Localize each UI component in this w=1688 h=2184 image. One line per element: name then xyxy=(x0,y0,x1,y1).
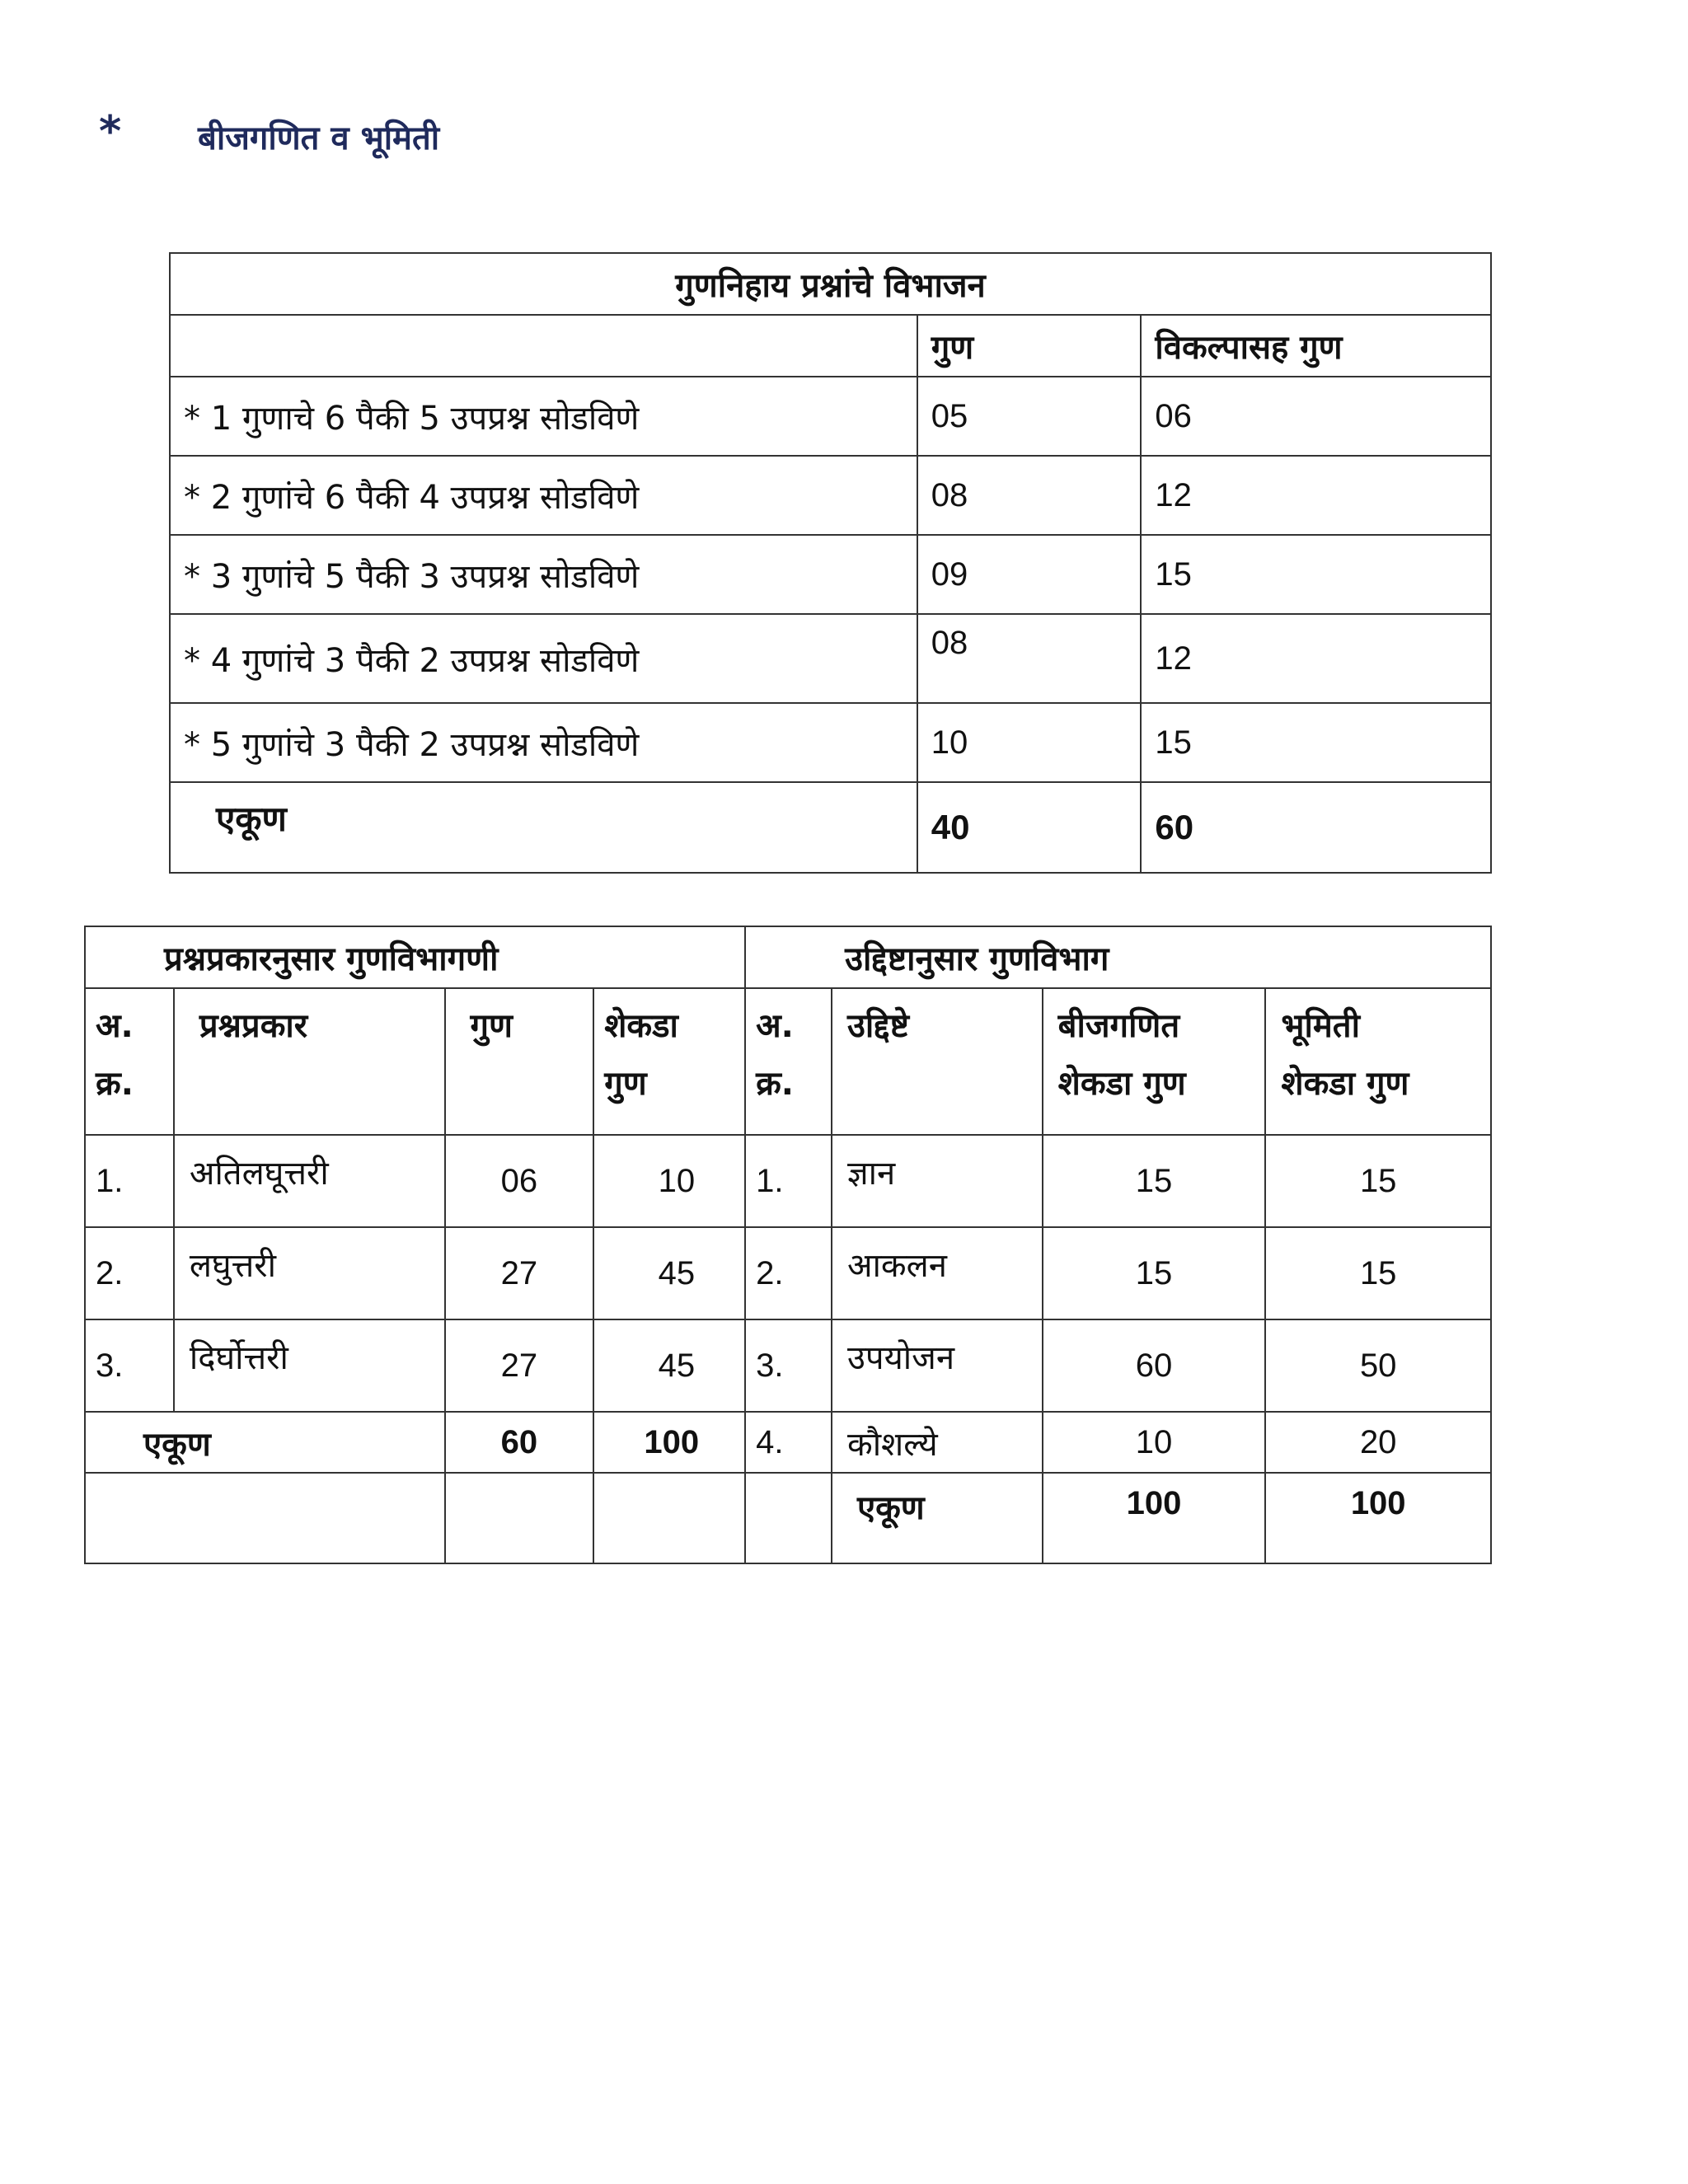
row-percent: 45 xyxy=(593,1319,745,1412)
total-marks: 40 xyxy=(917,782,1142,873)
row-algebra: 15 xyxy=(1043,1135,1266,1227)
left-total-label: एकूण xyxy=(85,1412,445,1473)
row-algebra: 10 xyxy=(1043,1412,1266,1473)
row-label: * 5 गुणांचे 3 पैकी 2 उपप्रश्न सोडविणे xyxy=(170,703,917,782)
row-algebra: 60 xyxy=(1043,1319,1266,1412)
header-serial-line2: क्र. xyxy=(96,1065,134,1103)
row-objective: ज्ञान xyxy=(832,1135,1043,1227)
row-question-type: लघुत्तरी xyxy=(174,1227,445,1319)
table-total-row xyxy=(85,1473,1491,1563)
row-marks: 10 xyxy=(917,703,1142,782)
row-geometry: 15 xyxy=(1265,1135,1491,1227)
header-algebra-line2: शेकडा गुण xyxy=(1057,1065,1186,1103)
header-marks: गुण xyxy=(445,988,594,1135)
row-with-options: 06 xyxy=(1141,377,1491,456)
header-with-options: विकल्पासह गुण xyxy=(1141,315,1491,377)
header-percent-line1: शेकडा xyxy=(604,1007,678,1045)
row-serial-right: 3. xyxy=(745,1319,832,1412)
row-label: * 4 गुणांचे 3 पैकी 2 उपप्रश्न सोडविणे xyxy=(170,614,917,703)
row-geometry: 50 xyxy=(1265,1319,1491,1412)
header-percent-line2: गुण xyxy=(604,1065,647,1103)
table-row xyxy=(170,456,1491,535)
left-total-marks: 60 xyxy=(445,1412,594,1473)
table-row xyxy=(170,377,1491,456)
table-caption-row xyxy=(85,926,1491,988)
table-row xyxy=(85,1319,1491,1412)
left-total-percent: 100 xyxy=(593,1412,745,1473)
row-marks: 05 xyxy=(917,377,1142,456)
table-caption-row xyxy=(170,253,1491,315)
table-row xyxy=(85,1227,1491,1319)
row-objective: उपयोजन xyxy=(832,1319,1043,1412)
table-row xyxy=(170,535,1491,614)
empty-cell xyxy=(593,1473,745,1563)
row-label: * 1 गुणाचे 6 पैकी 5 उपप्रश्न सोडविणे xyxy=(170,377,917,456)
empty-cell xyxy=(85,1473,445,1563)
section-heading xyxy=(99,107,841,173)
header-algebra-line1: बीजगणित xyxy=(1057,1007,1180,1045)
row-serial-right: 4. xyxy=(745,1412,832,1473)
total-label: एकूण xyxy=(170,782,917,873)
row-marks: 09 xyxy=(917,535,1142,614)
table-row xyxy=(170,703,1491,782)
row-marks: 08 xyxy=(917,614,1142,703)
row-serial: 3. xyxy=(85,1319,174,1412)
header-empty xyxy=(170,315,917,377)
row-serial-right: 1. xyxy=(745,1135,832,1227)
row-question-type: दिर्घोत्तरी xyxy=(174,1319,445,1412)
row-serial: 2. xyxy=(85,1227,174,1319)
objective-caption: उद्दिष्टानुसार गुणविभाग xyxy=(745,926,1491,988)
right-total-label: एकूण xyxy=(832,1473,1043,1563)
row-marks: 27 xyxy=(445,1227,594,1319)
row-label: * 2 गुणांचे 6 पैकी 4 उपप्रश्न सोडविणे xyxy=(170,456,917,535)
header-marks: गुण xyxy=(917,315,1142,377)
marks-distribution-table xyxy=(169,252,1492,874)
empty-cell xyxy=(445,1473,594,1563)
header-percent xyxy=(593,988,745,1135)
row-percent: 10 xyxy=(593,1135,745,1227)
question-type-caption: प्रश्नप्रकारनुसार गुणविभागणी xyxy=(85,926,745,988)
header-question-type: प्रश्नप्रकार xyxy=(174,988,445,1135)
header-serial xyxy=(85,988,174,1135)
header-geometry xyxy=(1265,988,1491,1135)
row-with-options: 12 xyxy=(1141,456,1491,535)
table-row xyxy=(170,614,1491,703)
table-total-row xyxy=(170,782,1491,873)
header-algebra xyxy=(1043,988,1266,1135)
header-objective: उद्दिष्टे xyxy=(832,988,1043,1135)
row-algebra: 15 xyxy=(1043,1227,1266,1319)
table-caption: गुणनिहाय प्रश्नांचे विभाजन xyxy=(170,253,1491,315)
table-row xyxy=(85,1412,1491,1473)
table-header-row xyxy=(170,315,1491,377)
row-marks: 08 xyxy=(917,456,1142,535)
section-title: बीजगणित व भूमिती xyxy=(198,120,440,157)
question-type-objective-table xyxy=(84,926,1492,1564)
row-with-options: 12 xyxy=(1141,614,1491,703)
header-serial-line1: अ. xyxy=(96,1007,134,1045)
header-geometry-line2: शेकडा गुण xyxy=(1281,1065,1409,1103)
row-objective: आकलन xyxy=(832,1227,1043,1319)
header-geometry-line1: भूमिती xyxy=(1281,1007,1360,1045)
row-with-options: 15 xyxy=(1141,535,1491,614)
row-serial-right: 2. xyxy=(745,1227,832,1319)
row-marks: 06 xyxy=(445,1135,594,1227)
row-percent: 45 xyxy=(593,1227,745,1319)
row-geometry: 20 xyxy=(1265,1412,1491,1473)
right-total-algebra: 100 xyxy=(1043,1473,1266,1563)
header-serial-right-line1: अ. xyxy=(756,1007,794,1045)
empty-cell xyxy=(745,1473,832,1563)
row-objective: कौशल्ये xyxy=(832,1412,1043,1473)
total-with-options: 60 xyxy=(1141,782,1491,873)
row-geometry: 15 xyxy=(1265,1227,1491,1319)
row-serial: 1. xyxy=(85,1135,174,1227)
table-row xyxy=(85,1135,1491,1227)
right-total-geometry: 100 xyxy=(1265,1473,1491,1563)
header-serial-right xyxy=(745,988,832,1135)
row-question-type: अतिलघूत्तरी xyxy=(174,1135,445,1227)
row-marks: 27 xyxy=(445,1319,594,1412)
row-label: * 3 गुणांचे 5 पैकी 3 उपप्रश्न सोडविणे xyxy=(170,535,917,614)
row-with-options: 15 xyxy=(1141,703,1491,782)
table-header-row xyxy=(85,988,1491,1135)
header-serial-right-line2: क्र. xyxy=(756,1065,794,1103)
bullet-star: * xyxy=(99,107,122,157)
